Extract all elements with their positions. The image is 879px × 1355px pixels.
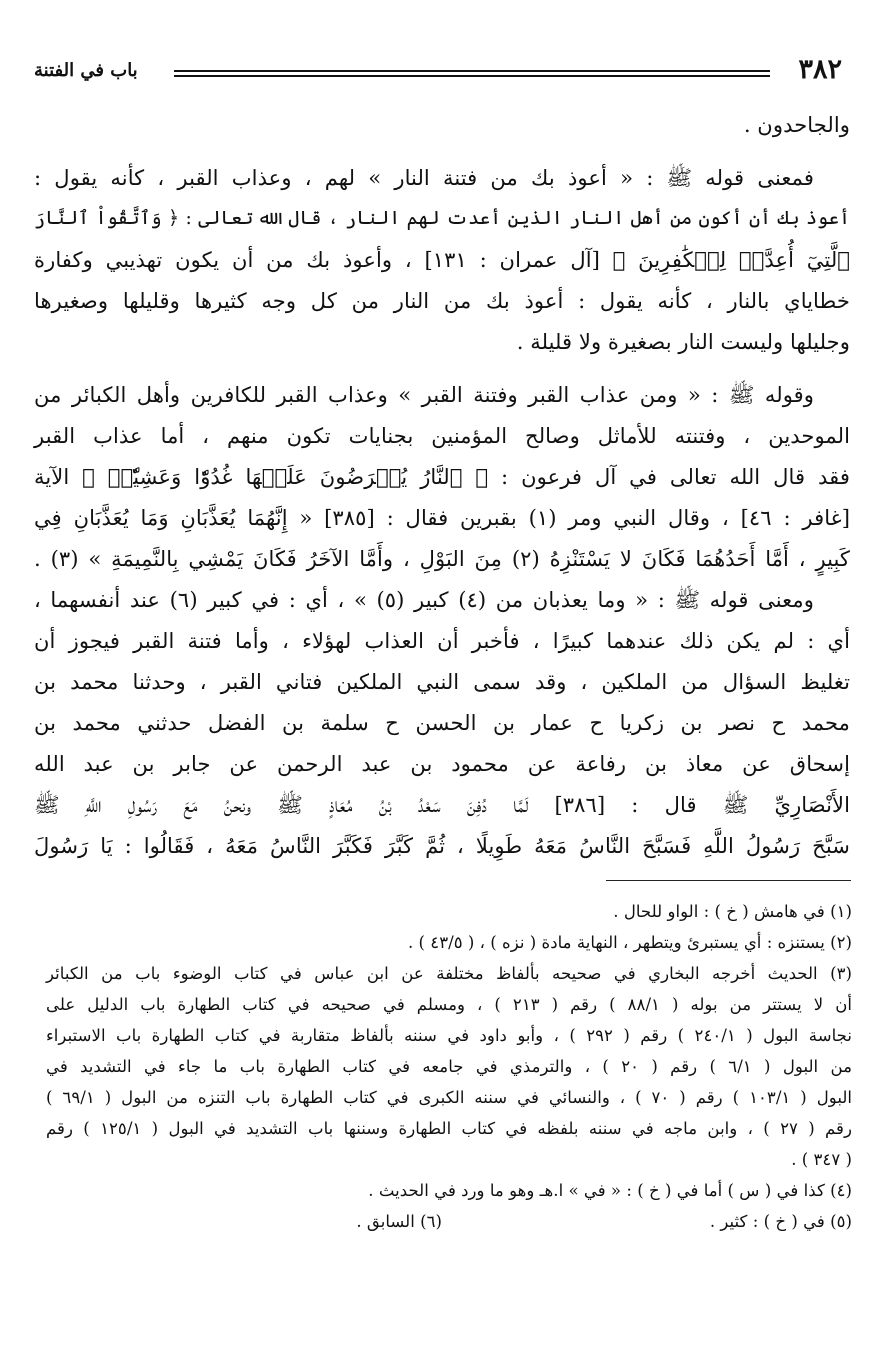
- footnote-3-line: البول ( ١٠٣/١ ) رقم ( ٧٠ ) ، والنسائي في سننه الكبرى في كتاب الطهارة باب التنزه من البول ( ٦٩/١ ): [46, 1088, 852, 1107]
- text-line: الأَنْصَارِيِّ ﷺ قال : [٣٨٦] لَمَّا دُفِنَ سَعْدُ بْنُ مُعَاذٍ ﷺ ونحنُ مَعَ رَسُولِ اللَّهِ ﷺ: [34, 792, 850, 817]
- header-rule: [174, 70, 770, 77]
- footnote-5: (٥) في ( خ ) : كثير .: [709, 1212, 852, 1231]
- text-line: أي : لم يكن ذلك عندهما كبيرًا ، فأخبر أن العذاب لهؤلاء ، وأما فتنة القبر فيجوز أن: [34, 628, 850, 653]
- footnote-3-line: رقم ( ٢٧ ) ، وابن ماجه في سننه بلفظه في كتاب الطهارة وسننها باب التشديد في البول ( ١٢٥/١ ) رقم: [46, 1119, 852, 1138]
- footnotes: [46, 896, 852, 1237]
- footnote-3-line: ( ٣٤٧ ) .: [791, 1150, 852, 1169]
- text-line: والجاحدون .: [743, 112, 850, 137]
- text-line: ومعنى قوله ﷺ : « وما يعذبان من (٤) كبير (٥) » ، أي : في كبير (٦) عند أنفسهما ،: [34, 587, 814, 612]
- footnote-3-line: أن لا يستتر من بوله ( ٨٨/١ ) رقم ( ٢١٣ ) ، ومسلم في صحيحه في كتاب الطهارة باب الدليل على: [46, 995, 852, 1014]
- footnote-3: (٣) الحديث أخرجه البخاري في صحيحه بألفاظ مختلفة عن ابن عباس في كتاب الوضوء باب من الكبائر: [46, 964, 852, 983]
- text-line: كَبِيرٍ ، أَمَّا أَحَدُهُمَا فَكَانَ لا يَسْتَنْزِهُ (٢) مِنَ البَوْلِ ، وأَمَّا الآخَرُ فَكَانَ يَمْشِي بِالنَّمِيمَةِ » (٣) .: [34, 546, 851, 571]
- text-line: سَبَّحَ رَسُولُ اللَّهِ فَسَبَّحَ النَّاسُ مَعَهُ طَوِيلًا ، ثُمَّ كَبَّرَ فَكَبَّرَ النَّاسُ مَعَهُ ، فَقَالُوا : يَا رَسُولَ: [34, 833, 850, 858]
- text-line: إسحاق عن معاذ بن رفاعة عن محمود بن عبد الرحمن عن جابر بن عبد الله: [34, 751, 850, 776]
- footnote-3-line: من البول ( ٦/١ ) رقم ( ٢٠ ) ، والترمذي في جامعه في كتاب الطهارة باب ما جاء في التشديد في: [46, 1057, 852, 1076]
- footnote-5-6: [46, 1206, 852, 1237]
- text-line: [غافر : ٤٦] ، وقال النبي ومر (١) بقبرين فقال : [٣٨٥] « إِنَّهُمَا يُعَذَّبَانِ وَمَا يُعَذَّبَانِ فِي: [34, 505, 850, 530]
- main-text: [34, 104, 850, 866]
- text-line: ٱلَّتِيٓ أُعِدَّتۡ لِلۡكَٰفِرِينَ ﴾ [آل عمران : ١٣١] ، وأعوذ بك من أن يكون تهذيبي وكفارة: [34, 247, 850, 272]
- footnote-3-line: نجاسة البول ( ٢٤٠/١ ) رقم ( ٢٩٢ ) ، وأبو داود في سننه بألفاظ متقاربة في كتاب الطهارة باب الاستبراء: [46, 1026, 852, 1045]
- footnote-separator: [606, 880, 851, 881]
- text-line: وقوله ﷺ : « ومن عذاب القبر وفتنة القبر » وعذاب القبر للكافرين وأهل الكبائر من: [34, 382, 814, 407]
- footnote-4: (٤) كذا في ( س ) أما في ( خ ) : « في » ا.هـ وهو ما ورد في الحديث .: [368, 1181, 852, 1200]
- text-line: تغليظ السؤال من الملكين ، وقد سمى النبي الملكين فتاني القبر ، وحدثنا محمد بن: [34, 669, 850, 694]
- text-line: فقد قال الله تعالى في آل فرعون : ﴿ ٱلنَّارُ يُعۡرَضُونَ عَلَيۡهَا غُدُوّٗا وَعَشِيّٗاۚ ﴾ الآية: [34, 464, 850, 489]
- text-line: أعوذ بك أن أكون من أهل النار الذين أعدت لهم النار ، قال الله تعالى : ﴿ وَٱتَّقُواْ ٱلنَّارَ: [34, 208, 850, 229]
- text-line: فمعنى قوله ﷺ : « أعوذ بك من فتنة النار » لهم ، وعذاب القبر ، كأنه يقول :: [34, 165, 814, 190]
- footnote-1: (١) في هامش ( خ ) : الواو للحال .: [613, 902, 852, 921]
- text-line: الموحدين ، وفتنته للأماثل وصالح المؤمنين بجنايات تكون منهم ، أما عذاب القبر: [34, 423, 850, 448]
- running-header: [24, 52, 856, 92]
- page-number: ٣٨٢: [798, 54, 842, 85]
- text-line: محمد ح نصر بن زكريا ح عمار بن الحسن ح سلمة بن الفضل حدثني محمد بن: [34, 710, 850, 735]
- footnote-6: (٦) السابق .: [356, 1212, 442, 1231]
- running-title: باب في الفتنة: [34, 60, 138, 81]
- footnote-2: (٢) يستنزه : أي يستبرئ ويتطهر ، النهاية مادة ( نزه ) ، ( ٤٣/٥ ) .: [407, 933, 852, 952]
- text-line: وجليلها وليست النار بصغيرة ولا قليلة .: [516, 329, 850, 354]
- text-line: خطاياي بالنار ، كأنه يقول : أعوذ بك من النار من كل وجه كثيرها وقليلها وصغيرها: [34, 288, 850, 313]
